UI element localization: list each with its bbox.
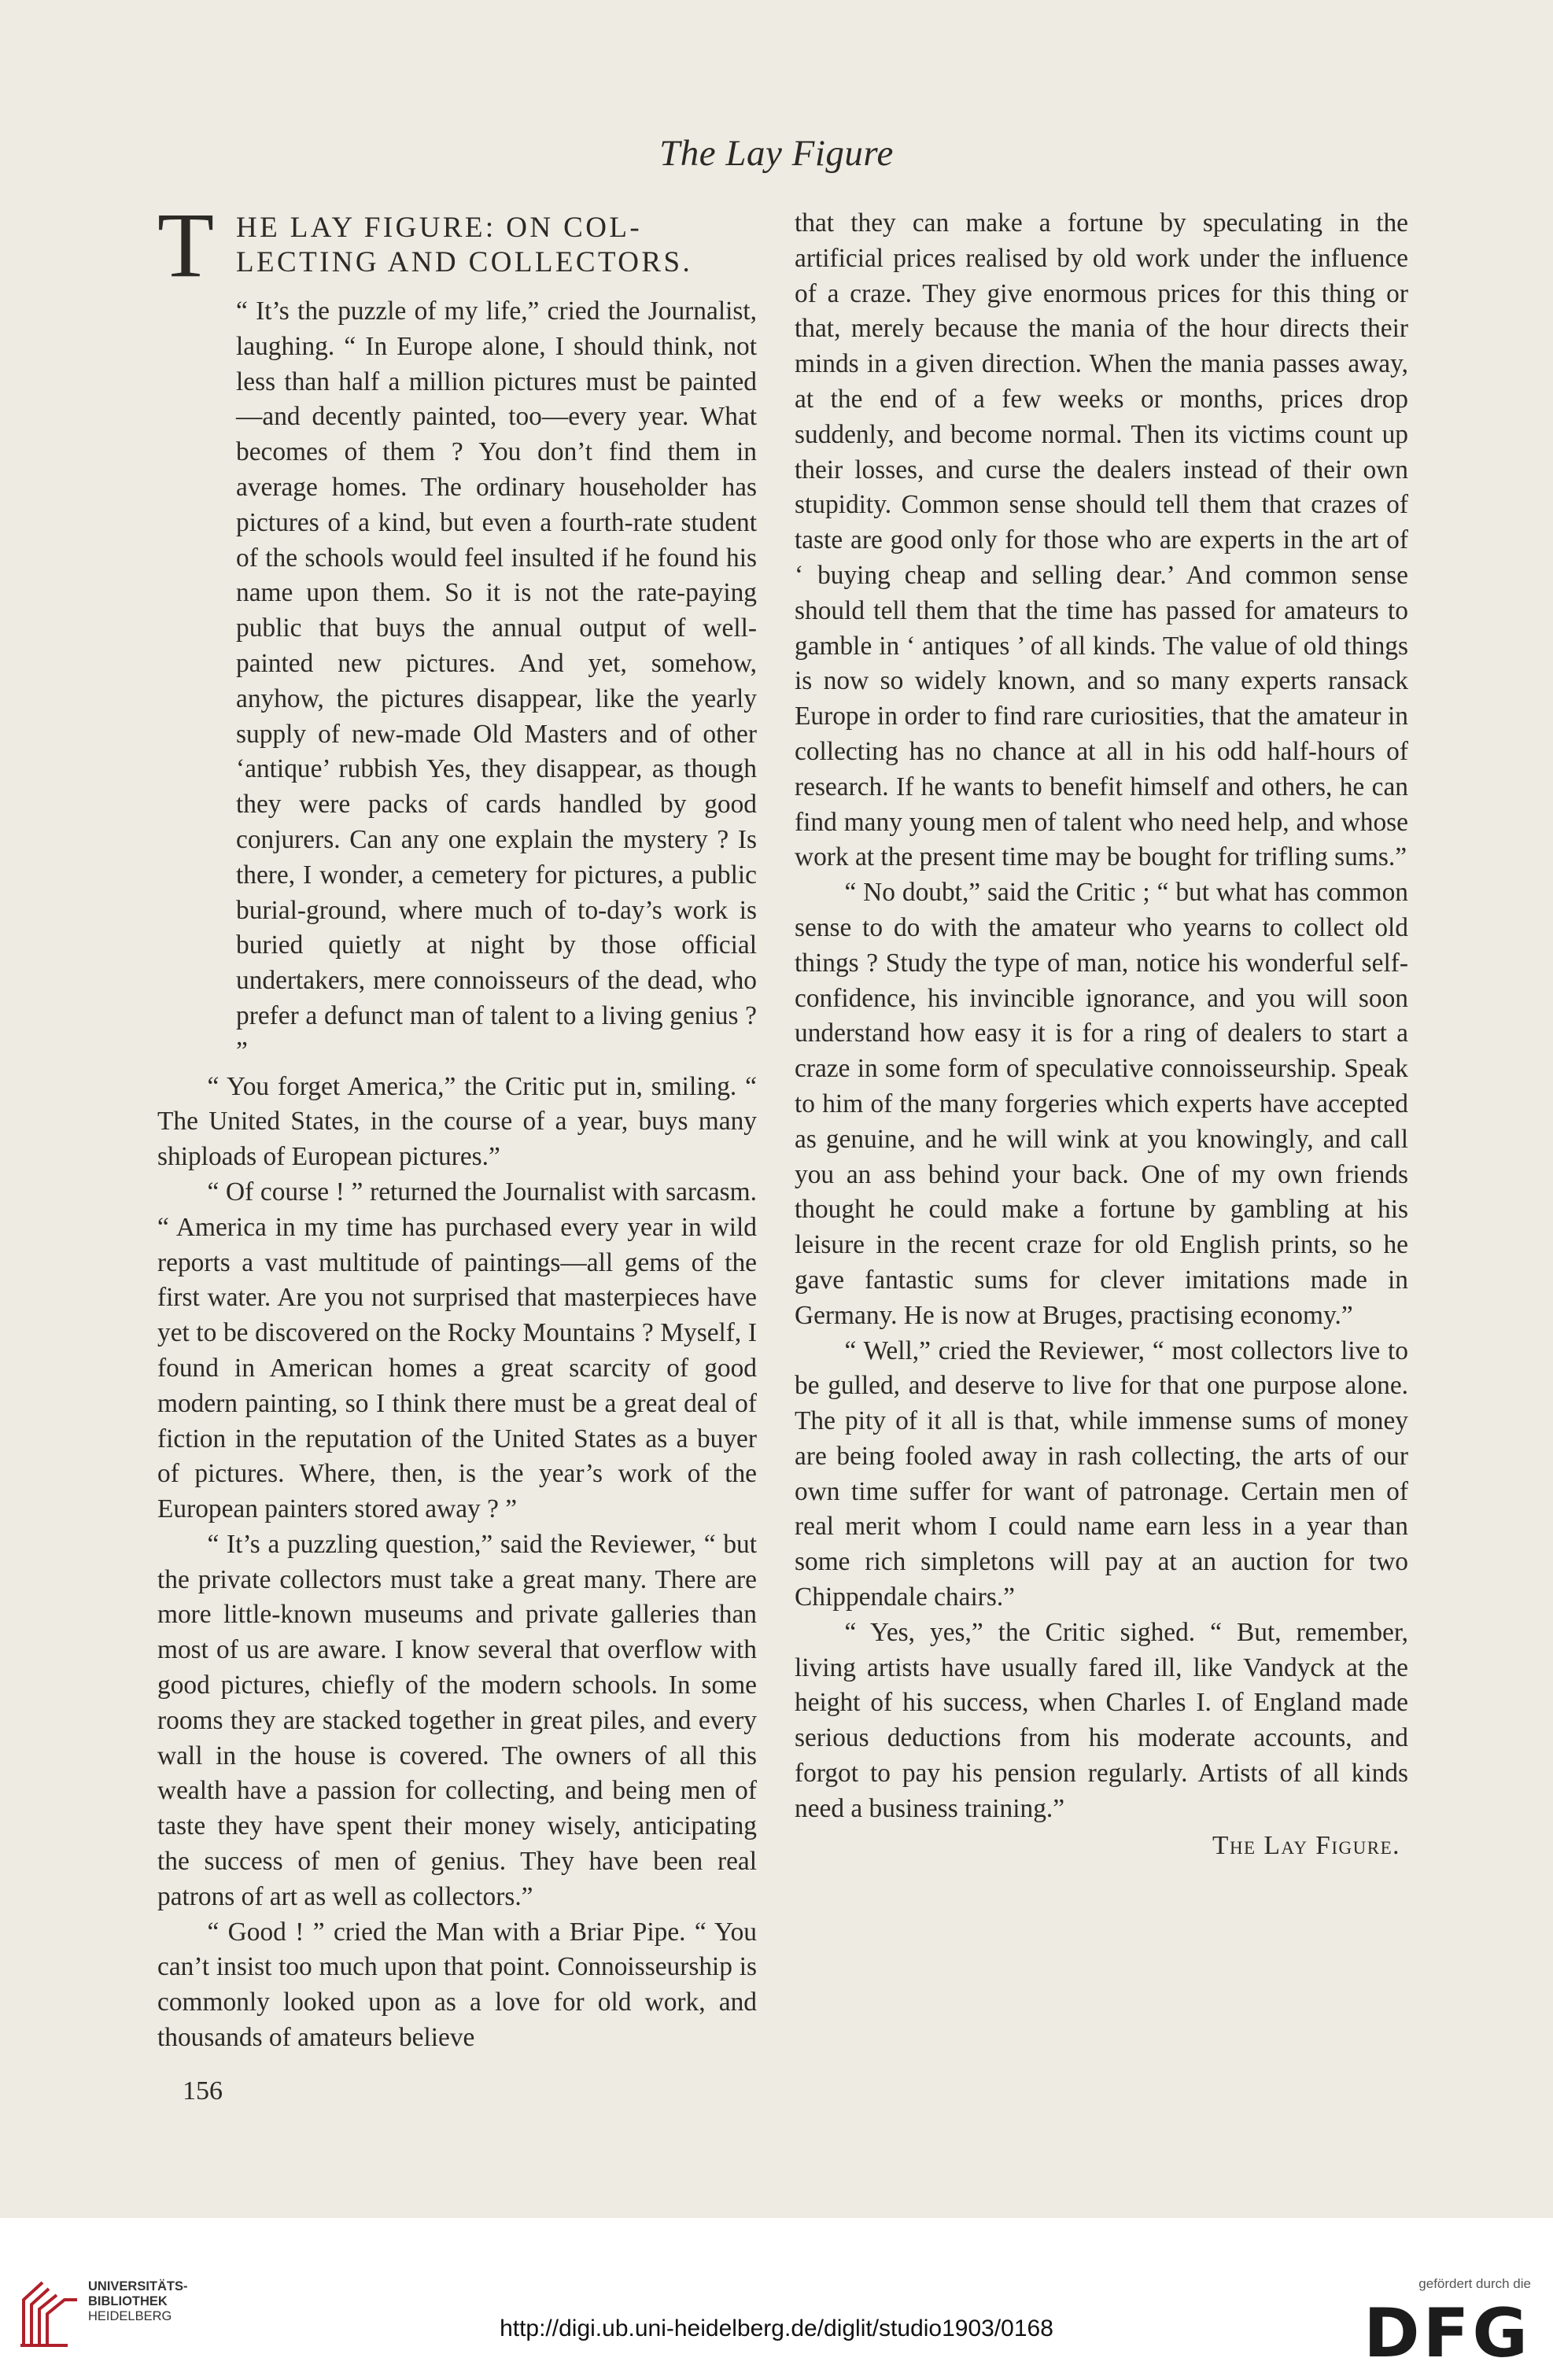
left-column <box>157 193 757 2056</box>
paragraph: “ It’s the puzzle of my life,” cried the Journalist, laughing. “ In Europe alone, I should think, not less than half a million pictures must be painted—and decently painted, too—every year. What becomes of them ? You don’t find them in average homes. The ordinary householder has pictures of a kind, but even a fourth-rate student of the schools would feel insulted if he found his name upon them. So it is not the rate-paying public that buys the annual output of well-painted new pictures. And yet, somehow, anyhow, the pictures disappear, like the yearly supply of new-made Old Masters and of other ‘antique’ rubbish Yes, they disappear, as though they were packs of cards handled by good conjurers. Can any one explain the mystery ? Is there, I wonder, a cemetery for pictures, a public burial-ground, where much of to-day’s work is buried quietly at night by those official undertakers, mere connoisseurs of the dead, who prefer a defunct man of talent to a living genius ? ” <box>236 297 757 1066</box>
dfg-logo[interactable]: DFG <box>1363 2294 1531 2373</box>
article-heading <box>157 193 757 326</box>
author-signature: The Lay Figure. <box>1212 1830 1400 1860</box>
paragraph: “ Well,” cried the Reviewer, “ most collectors live to be gulled, and deserve to live for that one purpose alone. The pity of it all is that, while immense sums of money are being fooled away in rash collecting, the arts of our own time suffer for want of patronage. Certain men of real merit whom I could name earn less in a year than some rich simpletons will pay at an auction for two Chippendale chairs.” <box>795 1336 1408 1612</box>
library-name-line: UNIVERSITÄTS- <box>88 2279 188 2293</box>
article-title <box>236 211 757 280</box>
paragraph: “ You forget America,” the Critic put in, smiling. “ The United States, in the course of a year, buys many shiploads of European pictures.” <box>157 1071 757 1172</box>
paragraph: “ It’s a puzzling question,” said the Reviewer, “ but the private collectors must take a great many. There are more little-known museums and private galleries than most of us are aware. I know several that overflow with good pictures, chiefly of the modern schools. In some rooms they are stacked together in great piles, and every wall in the house is covered. The owners of all this wealth have a passion for collecting, and being men of taste they have spent their money wisely, anticipating the success of men of genius. They have been real patrons of art as well as collectors.” <box>157 1529 757 1911</box>
paragraph: “ No doubt,” said the Critic ; “ but what has common sense to do with the amateur who yearns to collect old things ? Study the type of man, notice his wonderful self-confidence, his invincible ignorance, and you will soon understand how easy it is for a ring of dealers to start a craze in some form of speculative connoisseurship. Speak to him of the many forgeries which experts have accepted as genuine, and he will wink at you knowingly, and call you an ass behind your back. One of my own friends thought he could make a fortune by gambling at his leisure in the recent craze for old English prints, so he gave fantastic sums for clever imitations made in Germany. He is now at Bruges, practising economy.” <box>795 878 1408 1330</box>
source-url-link[interactable]: http://digi.ub.uni-heidelberg.de/diglit/studio1903/0168 <box>500 2316 1053 2341</box>
funder-label: gefördert durch die <box>1418 2276 1531 2291</box>
drop-cap: T <box>157 193 215 297</box>
paragraph: “ Of course ! ” returned the Journalist with sarcasm. “ America in my time has purchased every year in wild reports a vast multitude of paintings—all gems of the first water. Are you not surprised that masterpieces have yet to be discovered on the Rocky Mountains ? Myself, I found in American homes a great scarcity of good modern painting, so I think there must be a great deal of fiction in the reputation of the United States as a buyer of pictures. Where, then, is the year’s work of the European painters stored away ? ” <box>157 1177 757 1524</box>
library-name-line: HEIDELBERG <box>88 2309 172 2323</box>
article-title-line-1: HE LAY FIGURE: ON COL- <box>236 212 643 244</box>
paragraph: “ Good ! ” cried the Man with a Briar Pipe. “ You can’t insist too much upon that point. Connoisseurship is commonly looked upon as a love for old work, and thousands of amateurs believe <box>157 1917 757 2053</box>
page-number: 156 <box>183 2076 223 2106</box>
paragraph: that they can make a fortune by speculating in the artificial prices realised by old work under the influence of a craze. They give enormous prices for this thing or that, merely because the mania of the hour directs their minds in a given direction. When the mania passes away, at the end of a few weeks or months, prices drop suddenly, and become normal. Then its victims count up their losses, and curse the dealers instead of their own stupidity. Common sense should tell them that crazes of taste are good only for those who are experts in the art of ‘ buying cheap and selling dear.’ And common sense should tell them that the time has passed for amateurs to gamble in ‘ antiques ’ of all kinds. The value of old things is now so widely known, and so many experts ransack Europe in order to find rare curiosities, that the amateur in collecting has no chance at all in his odd half-hours of research. If he wants to benefit himself and others, he can find many young men of talent who need help, and whose work at the present time may be bought for trifling sums.” <box>795 208 1408 872</box>
running-head: The Lay Figure <box>659 133 894 174</box>
right-column <box>795 206 1408 1863</box>
article-title-line-2: LECTING AND COLLECTORS. <box>236 246 693 278</box>
digitization-footer <box>0 2218 1553 2380</box>
paragraph: “ Yes, yes,” the Critic sighed. “ But, remember, living artists have usually fared ill, like Vandyck at the height of his success, when Charles I. of England made serious deductions from his moderate accounts, and forgot to pay his pension regularly. Artists of all kinds need a business training.” <box>795 1617 1408 1823</box>
library-name-line: BIBLIOTHEK <box>88 2294 168 2308</box>
